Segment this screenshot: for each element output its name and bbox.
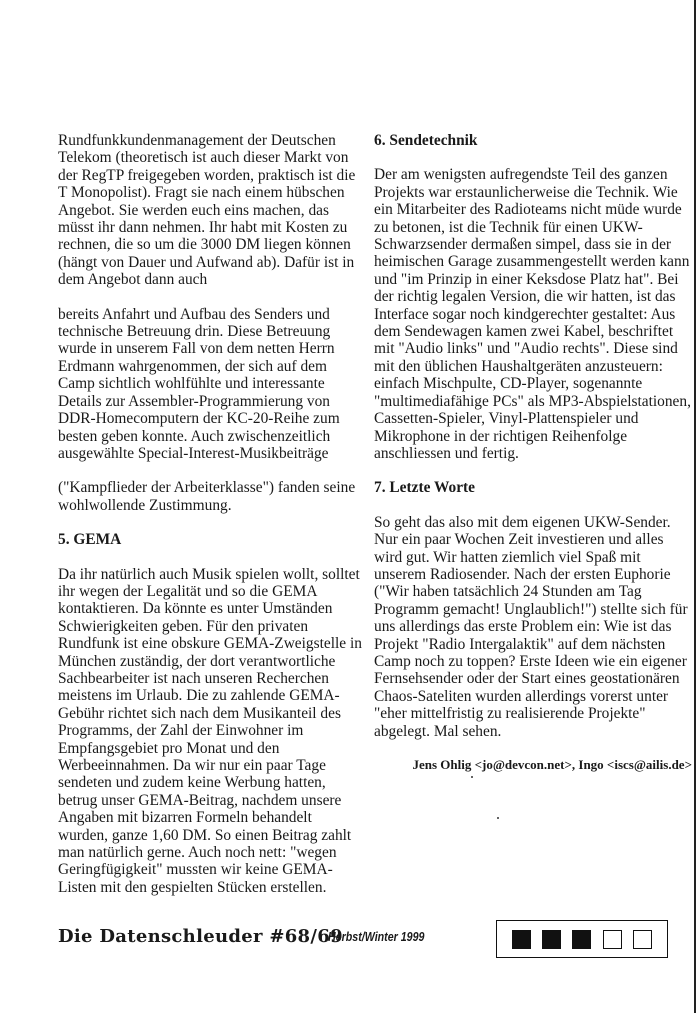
paragraph: So geht das also mit dem eigenen UKW-Sender. Nur ein paar Wochen Zeit investieren und alles wird gut. Wir hatten ziemlich viel Spaß mit unserem Radiosender. Nach der ersten Euphorie ("Wir haben tatsächlich 24 Stunden am Tag Programm gemacht! Unglaublich!") stellte sich für uns allerdings das erste Problem ein: Wie ist das Projekt "Radio Intergalaktik" auf dem nächsten Camp noch zu toppen? Erste Ideen wie ein eigener Fernsehsender oder der Start eines geostationären Chaos-Sateliten wurden allerdings vorerst unter "eher mittelfristig zu realisierende Projekte" abgelegt. Mal sehen. bbox=[374, 513, 688, 740]
section-heading-letzte-worte: 7. Letzte Worte bbox=[374, 479, 475, 497]
right-column bbox=[374, 132, 692, 786]
page-edge-line bbox=[694, 0, 696, 1013]
left-column bbox=[58, 132, 363, 913]
section-heading-sendetechnik: 6. Sendetechnik bbox=[374, 132, 478, 149]
issue-progress-boxes bbox=[496, 920, 668, 958]
paragraph: ("Kampflieder der Arbeiterklasse") fanden seine wohlwollende Zustimmung. bbox=[58, 479, 356, 514]
filled-square bbox=[572, 930, 591, 949]
filled-square bbox=[512, 930, 531, 949]
paragraph: Der am wenigsten aufregendste Teil des ganzen Projekts war erstaunlicherweise die Technik. Wie ein Mitarbeiter des Radioteams nicht müde wurde zu betonen, ist die Technik für einen UKW-Schwarzsender dermaßen simpel, dass sie in der heimischen Garage zusammengestellt werden kann und "im Prinzip in einer Keksdose Platz hat". Bei der richtig legalen Version, die wir hatten, ist das Interface sogar noch kindgerechter gestaltet: Aus dem Sendewagen kamen zwei Kabel, beschriftet mit "Audio links" und "Audio rechts". Diese sind mit den üblichen Haushaltgeräten anzusteuern: einfach Mischpulte, CD-Player, sogenannte "multimediafähige PCs" als MP3-Abspielstationen, Cassetten-Spieler, Vinyl-Plattenspieler und Mikrophone in der richtigen Reihenfolge anschliessen und fertig. bbox=[374, 166, 691, 462]
author-signature: Jens Ohlig <jo@devcon.net>, Ingo <iscs@ailis.de> bbox=[412, 757, 692, 772]
page-footer bbox=[58, 920, 668, 960]
magazine-title: Die Datenschleuder #68/69 bbox=[58, 926, 343, 947]
empty-square bbox=[633, 930, 652, 949]
empty-square bbox=[603, 930, 622, 949]
scan-speck bbox=[497, 817, 499, 819]
paragraph: Da ihr natürlich auch Musik spielen wollt, solltet ihr wegen der Legalität und so die GEMA kontaktieren. Da könnte es unter Umständen Schwierigkeiten geben. Für den privaten Rundfunk ist eine obskure GEMA-Zweigstelle in München zuständig, der dort verantwortliche Sachbearbeiter ist nach unseren Recherchen meistens im Urlaub. Die zu zahlende GEMA-Gebühr richtet sich nach dem Musikanteil des Programms, der Zahl der Einwohner im Empfangsgebiet pro Monat und den Werbeeinnahmen. Da wir nur ein paar Tage sendeten und zudem keine Werbung hatten, betrug unser GEMA-Beitrag, nachdem unsere Angaben mit bizarren Formeln behandelt wurden, ganze 1,60 DM. So einen Beitrag zahlt man natürlich gerne. Auch noch nett: "wegen Geringfügigkeit" mussten wir keine GEMA-Listen mit den gespielten Stücken erstellen. bbox=[58, 565, 362, 896]
filled-square bbox=[542, 930, 561, 949]
issue-date: Herbst/Winter 1999 bbox=[328, 929, 425, 944]
section-heading-gema: 5. GEMA bbox=[58, 531, 122, 549]
paragraph: bereits Anfahrt und Aufbau des Senders und technische Betreuung drin. Diese Betreuung wurde in unserem Fall von dem netten Herrn Erdmann wahrgenommen, der sich auf dem Camp sichtlich wohlfühlte und interessante Details zur Assembler-Programmierung von DDR-Homecomputern der KC-20-Reihe zum besten geben konnte. Auch zwischenzeitlich ausgewählte Special-Interest-Musikbeiträge bbox=[58, 305, 340, 462]
paragraph: Rundfunkkundenmanagement der Deutschen Telekom (theoretisch ist auch dieser Markt von der RegTP freigegeben worden, praktisch ist die T Monopolist). Fragt sie nach einem hübschen Angebot. Sie werden euch eins machen, das müsst ihr dann nehmen. Ihr habt mit Kosten zu rechnen, die so um die 3000 DM liegen können (hängt von Dauer und Aufwand ab). Dafür ist in dem Angebot dann auch bbox=[58, 132, 356, 289]
scan-speck bbox=[471, 776, 473, 778]
